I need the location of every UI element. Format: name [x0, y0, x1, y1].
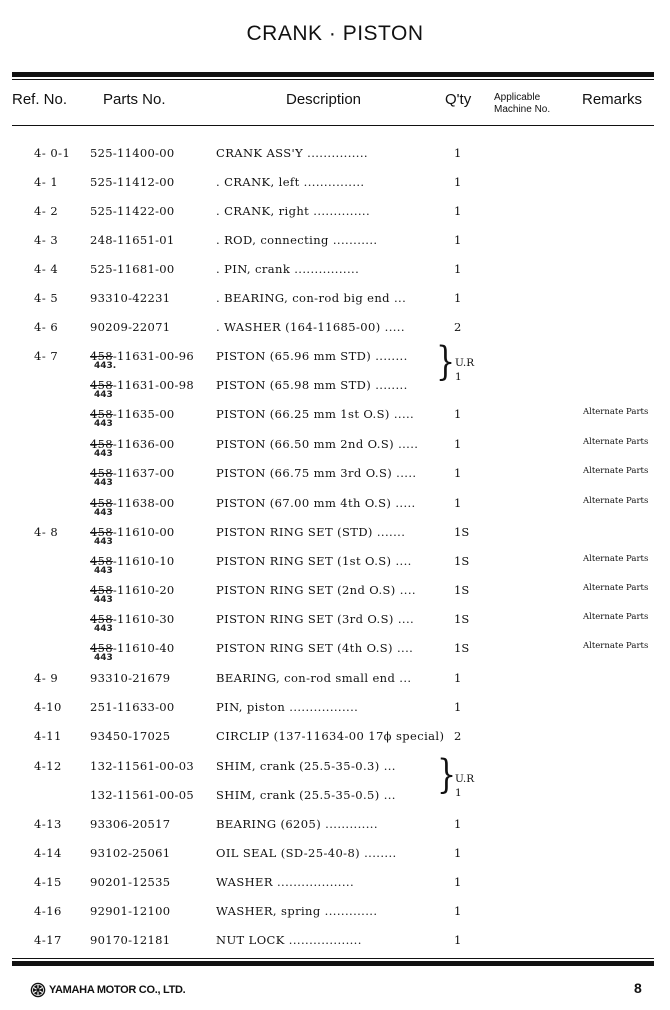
quantity: 1 [454, 291, 462, 305]
part-number [90, 320, 170, 334]
quantity: 1S [454, 612, 470, 626]
description: SHIM, crank (25.5-35-0.3) ... [216, 759, 396, 773]
description: WASHER ................... [216, 875, 355, 889]
quantity: 1S [454, 554, 470, 568]
struck-prefix: 458 [90, 641, 113, 655]
part-number-text: 93310-21679 [90, 671, 171, 685]
company-name: YAMAHA MOTOR CO., LTD. [49, 984, 186, 996]
footer-logo [30, 982, 185, 998]
quantity: 1 [454, 175, 462, 189]
handwritten-correction: 443 [94, 419, 113, 429]
table-row [0, 817, 670, 837]
header-machine-2: Machine No. [494, 104, 551, 115]
part-number-text: 251-11633-00 [90, 700, 175, 714]
description: PISTON RING SET (3rd O.S) .... [216, 612, 415, 626]
header-ref: Ref. No. [12, 91, 68, 108]
struck-prefix: 458 [90, 525, 113, 539]
description: PISTON (67.00 mm 4th O.S) ..... [216, 496, 416, 510]
group-brace-shim: } [437, 752, 457, 799]
part-number [90, 904, 170, 918]
part-number-text: 93310-42231 [90, 291, 171, 305]
quantity: 1S [454, 641, 470, 655]
table-row [0, 612, 670, 632]
description: NUT LOCK .................. [216, 933, 362, 947]
handwritten-correction: 443 [94, 537, 113, 547]
header-description: Description [286, 91, 362, 108]
table-row [0, 466, 670, 486]
description: PISTON RING SET (2nd O.S) .... [216, 583, 416, 597]
ref-number: 4-10 [34, 700, 62, 714]
table-row [0, 875, 670, 895]
description: . PIN, crank ................ [216, 262, 360, 276]
part-number-text: 93306-20517 [90, 817, 171, 831]
part-number-text: 248-11651-01 [90, 233, 175, 247]
remarks: Alternate Parts [583, 583, 649, 593]
description: . WASHER (164-11685-00) ..... [216, 320, 405, 334]
ref-number: 4- 4 [34, 262, 59, 276]
header-remarks: Remarks [582, 91, 643, 108]
part-number-text: 132-11561-00-03 [90, 759, 194, 773]
table-row [0, 846, 670, 866]
table-row [0, 788, 670, 808]
quantity: 1 [454, 671, 462, 685]
ref-number: 4- 6 [34, 320, 59, 334]
part-number-text: 90209-22071 [90, 320, 171, 334]
quantity: 1 [454, 496, 462, 510]
part-number-text: 93102-25061 [90, 846, 171, 860]
struck-prefix: 458 [90, 407, 113, 421]
table-row [0, 700, 670, 720]
remarks: Alternate Parts [583, 554, 649, 564]
part-number-text: -11610-30 [112, 612, 175, 626]
description: PISTON RING SET (1st O.S) .... [216, 554, 412, 568]
part-number-text: -11635-00 [112, 407, 175, 421]
bottom-rule-thick [12, 961, 654, 966]
part-number [90, 204, 175, 218]
header-parts: Parts No. [103, 91, 166, 108]
description: BEARING, con-rod small end ... [216, 671, 412, 685]
part-number [90, 146, 175, 160]
handwritten-correction: 443 [94, 653, 113, 663]
handwritten-correction: 443. [94, 361, 117, 371]
struck-prefix: 458 [90, 554, 113, 568]
ref-number: 4- 8 [34, 525, 59, 539]
quantity: 1 [454, 817, 462, 831]
table-row [0, 262, 670, 282]
part-number [90, 788, 194, 802]
quantity: 1 [454, 437, 462, 451]
header-machine-1: Applicable [494, 92, 541, 103]
quantity: 1S [454, 583, 470, 597]
table-row [0, 320, 670, 340]
description: SHIM, crank (25.5-35-0.5) ... [216, 788, 396, 802]
group-label-shim [455, 772, 474, 800]
table-row [0, 641, 670, 661]
header-qty: Q'ty [445, 91, 472, 108]
description: PIN, piston ................. [216, 700, 359, 714]
part-number [90, 729, 170, 743]
description: PISTON (65.96 mm STD) ........ [216, 349, 408, 363]
description: WASHER, spring ............. [216, 904, 378, 918]
ref-number: 4- 0-1 [34, 146, 71, 160]
part-number-text: -11637-00 [112, 466, 175, 480]
group-label-ur: U.R [455, 357, 475, 369]
remarks: Alternate Parts [583, 496, 649, 506]
table-row [0, 233, 670, 253]
quantity: 1 [454, 146, 462, 160]
part-number-text: -11631-00-98 [112, 378, 194, 392]
description: . BEARING, con-rod big end ... [216, 291, 407, 305]
description: CIRCLIP (137-11634-00 17ϕ special) [216, 729, 445, 743]
description: PISTON (66.25 mm 1st O.S) ..... [216, 407, 415, 421]
quantity: 1 [454, 233, 462, 247]
yamaha-emblem-icon [30, 982, 46, 998]
table-row [0, 291, 670, 311]
struck-prefix: 458 [90, 466, 113, 480]
ref-number: 4-15 [34, 875, 62, 889]
table-row [0, 175, 670, 195]
part-number [90, 846, 170, 860]
remarks: Alternate Parts [583, 612, 649, 622]
ref-number: 4-14 [34, 846, 62, 860]
table-row [0, 407, 670, 427]
quantity: 1 [454, 466, 462, 480]
group-label-ur: U.R [455, 773, 475, 785]
part-number-text: 525-11681-00 [90, 262, 175, 276]
handwritten-correction: 443 [94, 595, 113, 605]
group-brace-piston: } [436, 339, 456, 386]
part-number-text: 90201-12535 [90, 875, 171, 889]
table-row [0, 583, 670, 603]
quantity: 1 [454, 700, 462, 714]
handwritten-correction: 443 [94, 449, 113, 459]
part-number [90, 233, 175, 247]
table-row [0, 349, 670, 369]
handwritten-correction: 443 [94, 566, 113, 576]
description: . CRANK, right .............. [216, 204, 371, 218]
group-label-qty: 1 [455, 371, 462, 383]
description: PISTON (66.75 mm 3rd O.S) ..... [216, 466, 417, 480]
part-number-text: -11631-00-96 [112, 349, 194, 363]
struck-prefix: 458 [90, 583, 113, 597]
handwritten-correction: 443 [94, 478, 113, 488]
part-number-text: 93450-17025 [90, 729, 171, 743]
quantity: 2 [454, 729, 462, 743]
part-number [90, 759, 194, 773]
table-row [0, 525, 670, 545]
part-number-text: 525-11422-00 [90, 204, 175, 218]
remarks: Alternate Parts [583, 466, 649, 476]
table-row [0, 146, 670, 166]
ref-number: 4- 9 [34, 671, 59, 685]
part-number-text: -11610-10 [112, 554, 175, 568]
part-number [90, 700, 175, 714]
part-number [90, 933, 170, 947]
page-title: CRANK · PISTON [246, 22, 424, 45]
bottom-rule [12, 958, 654, 959]
description: PISTON (66.50 mm 2nd O.S) ..... [216, 437, 419, 451]
ref-number: 4-13 [34, 817, 62, 831]
ref-number: 4- 5 [34, 291, 59, 305]
table-row [0, 933, 670, 953]
ref-number: 4-11 [34, 729, 62, 743]
remarks: Alternate Parts [583, 641, 649, 651]
ref-number: 4- 7 [34, 349, 59, 363]
part-number-text: 525-11412-00 [90, 175, 175, 189]
quantity: 1 [454, 846, 462, 860]
ref-number: 4-17 [34, 933, 62, 947]
table-row [0, 437, 670, 457]
quantity: 1 [454, 933, 462, 947]
table-row [0, 759, 670, 779]
description: OIL SEAL (SD-25-40-8) ........ [216, 846, 397, 860]
table-row [0, 554, 670, 574]
table-row [0, 729, 670, 749]
part-number-text: 92901-12100 [90, 904, 171, 918]
part-number-text: 132-11561-00-05 [90, 788, 194, 802]
part-number-text: -11610-00 [112, 525, 175, 539]
group-label-piston [455, 356, 474, 384]
part-number-text: -11638-00 [112, 496, 175, 510]
quantity: 1S [454, 525, 470, 539]
group-label-qty: 1 [455, 787, 462, 799]
page-number: 8 [634, 980, 642, 996]
top-rule [12, 72, 654, 77]
part-number [90, 875, 170, 889]
part-number-text: -11610-40 [112, 641, 175, 655]
struck-prefix: 458 [90, 378, 113, 392]
part-number [90, 262, 175, 276]
description: BEARING (6205) ............. [216, 817, 378, 831]
struck-prefix: 458 [90, 349, 113, 363]
quantity: 1 [454, 904, 462, 918]
ref-number: 4-12 [34, 759, 62, 773]
table-row [0, 904, 670, 924]
quantity: 2 [454, 320, 462, 334]
quantity: 1 [454, 262, 462, 276]
struck-prefix: 458 [90, 496, 113, 510]
description: PISTON RING SET (STD) ....... [216, 525, 406, 539]
struck-prefix: 458 [90, 612, 113, 626]
ref-number: 4- 3 [34, 233, 59, 247]
part-number [90, 175, 175, 189]
quantity: 1 [454, 875, 462, 889]
description: CRANK ASS'Y ............... [216, 146, 368, 160]
part-number-text: -11636-00 [112, 437, 175, 451]
handwritten-correction: 443 [94, 624, 113, 634]
header-rule [12, 125, 654, 126]
part-number [90, 671, 170, 685]
top-rule-thin [12, 79, 654, 80]
table-row [0, 671, 670, 691]
quantity: 1 [454, 407, 462, 421]
description: PISTON (65.98 mm STD) ........ [216, 378, 408, 392]
description: . CRANK, left ............... [216, 175, 365, 189]
part-number-text: 90170-12181 [90, 933, 171, 947]
struck-prefix: 458 [90, 437, 113, 451]
table-row [0, 496, 670, 516]
remarks: Alternate Parts [583, 407, 649, 417]
description: PISTON RING SET (4th O.S) .... [216, 641, 414, 655]
handwritten-correction: 443 [94, 508, 113, 518]
ref-number: 4- 2 [34, 204, 59, 218]
part-number-text: 525-11400-00 [90, 146, 175, 160]
table-row [0, 378, 670, 398]
remarks: Alternate Parts [583, 437, 649, 447]
table-row [0, 204, 670, 224]
part-number-text: -11610-20 [112, 583, 175, 597]
part-number [90, 291, 170, 305]
ref-number: 4- 1 [34, 175, 59, 189]
part-number [90, 817, 170, 831]
quantity: 1 [454, 204, 462, 218]
ref-number: 4-16 [34, 904, 62, 918]
description: . ROD, connecting ........... [216, 233, 378, 247]
handwritten-correction: 443 [94, 390, 113, 400]
